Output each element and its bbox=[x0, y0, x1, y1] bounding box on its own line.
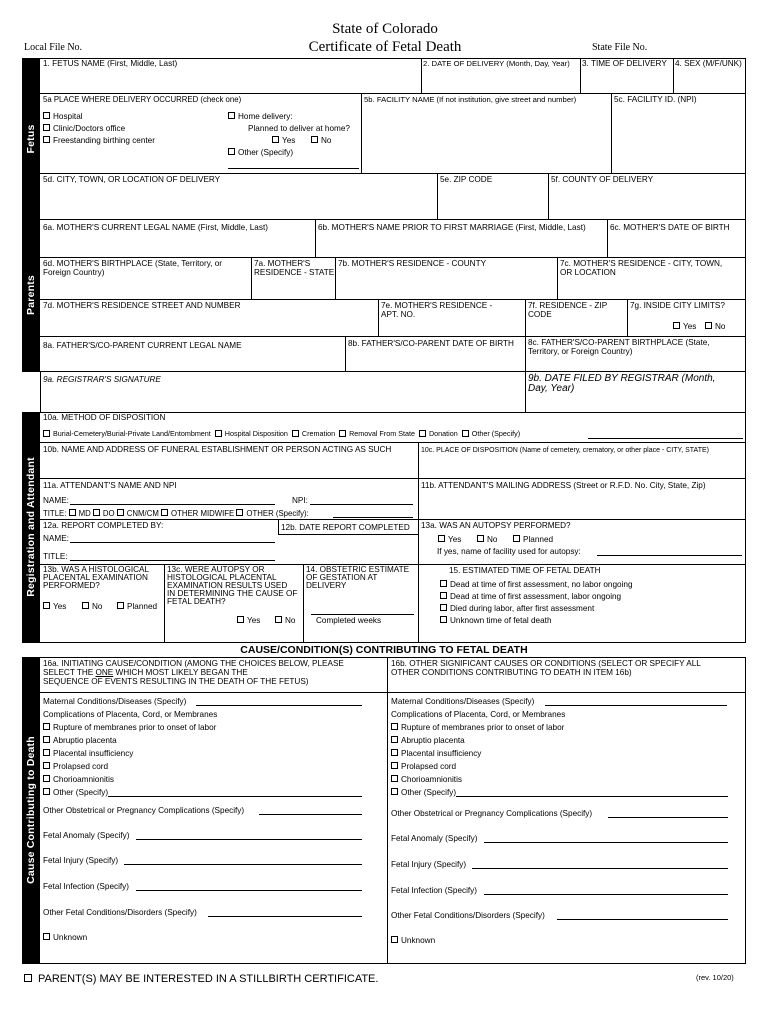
option-city-yes[interactable]: Yes bbox=[673, 322, 696, 332]
a-infection[interactable]: Fetal Infection (Specify) bbox=[43, 882, 130, 891]
field-mother-res-city[interactable]: 7c. MOTHER'S RESIDENCE - CITY, TOWN, bbox=[560, 259, 723, 268]
option-other-disposition[interactable]: Other (Specify) bbox=[462, 429, 520, 438]
option-histo-no[interactable]: No bbox=[82, 602, 102, 612]
b-injury[interactable]: Fetal Injury (Specify) bbox=[391, 860, 467, 869]
field-gestation-estimate-2: OF GESTATION AT bbox=[306, 573, 378, 582]
report-title-label: TITLE: bbox=[43, 552, 68, 561]
b-opt-rupture[interactable]: Rupture of membranes prior to onset of labor bbox=[391, 723, 564, 733]
field-city-of-delivery[interactable]: 5d. CITY, TOWN, OR LOCATION OF DELIVERY bbox=[43, 175, 221, 184]
checkbox[interactable] bbox=[117, 509, 124, 516]
option-removal[interactable]: Removal From State bbox=[339, 429, 415, 438]
field-date-filed-2: Day, Year) bbox=[528, 383, 575, 394]
field-inside-city-limits: 7g. INSIDE CITY LIMITS? bbox=[630, 301, 725, 310]
checkbox[interactable] bbox=[236, 509, 243, 516]
form-title-state: State of Colorado bbox=[332, 21, 438, 37]
checkbox[interactable] bbox=[673, 322, 680, 329]
field-date-report-completed[interactable]: 12b. DATE REPORT COMPLETED bbox=[281, 523, 410, 532]
field-histological-exam: 13b. WAS A HISTOLOGICAL bbox=[43, 565, 150, 574]
field-autopsy-performed: 13a. WAS AN AUTOPSY PERFORMED? bbox=[421, 521, 571, 530]
a-anomaly[interactable]: Fetal Anomaly (Specify) bbox=[43, 831, 130, 840]
band-label: Cause Contributing to Death bbox=[25, 736, 37, 884]
option-hospital-disposition[interactable]: Hospital Disposition bbox=[215, 429, 288, 438]
checkbox[interactable] bbox=[43, 112, 50, 119]
field-mother-name[interactable]: 6a. MOTHER'S CURRENT LEGAL NAME (First, Middle, Last) bbox=[43, 223, 268, 232]
cause-heading: CAUSE/CONDITION(S) CONTRIBUTING TO FETAL DEATH bbox=[240, 644, 528, 656]
checkbox[interactable] bbox=[82, 602, 89, 609]
option-death-4[interactable]: Unknown time of fetal death bbox=[440, 616, 552, 626]
checkbox[interactable] bbox=[275, 616, 282, 623]
band-label: Registration and Attendant bbox=[25, 457, 37, 597]
completed-weeks-label[interactable]: Completed weeks bbox=[316, 616, 382, 625]
checkbox[interactable] bbox=[215, 430, 222, 437]
checkbox[interactable] bbox=[391, 736, 398, 743]
stillbirth-notice[interactable]: PARENT(S) MAY BE INTERESTED IN A STILLBIRTH CERTIFICATE. bbox=[24, 973, 378, 986]
b-opt-other[interactable]: Other (Specify) bbox=[391, 788, 456, 798]
field-funeral-establishment[interactable]: 10b. NAME AND ADDRESS OF FUNERAL ESTABLISHMENT OR PERSON ACTING AS SUCH bbox=[43, 445, 392, 454]
field-results-used-4: IN DETERMINING THE CAUSE OF bbox=[167, 589, 298, 598]
checkbox[interactable] bbox=[43, 602, 50, 609]
option-death-3[interactable]: Died during labor, after first assessment bbox=[440, 604, 594, 614]
option-other-title[interactable]: OTHER (Specify): bbox=[236, 509, 308, 518]
autopsy-facility-label: If yes, name of facility used for autopsy: bbox=[437, 547, 581, 556]
b-opt-abruptio[interactable]: Abruptio placenta bbox=[391, 736, 465, 746]
option-cremation[interactable]: Cremation bbox=[292, 429, 335, 438]
option-results-yes[interactable]: Yes bbox=[237, 616, 260, 626]
cause-16a-title-3: SEQUENCE OF EVENTS RESULTING IN THE DEATH OF THE FETUS) bbox=[43, 677, 309, 686]
field-father-birthplace[interactable]: 8c. FATHER'S/CO-PARENT BIRTHPLACE (State, bbox=[528, 338, 710, 347]
report-name-label: NAME: bbox=[43, 534, 69, 543]
cause-16b-title: 16b. OTHER SIGNIFICANT CAUSES OR CONDITIONS (SELECT OR SPECIFY ALL bbox=[391, 659, 701, 668]
field-results-used-5: FETAL DEATH? bbox=[167, 597, 226, 606]
field-results-used-3: EXAMINATION RESULTS USED bbox=[167, 581, 288, 590]
field-report-completed-by: 12a. REPORT COMPLETED BY: bbox=[43, 521, 164, 530]
cause-16a-title-2: SELECT THE ONE WHICH MOST LIKELY BEGAN THE bbox=[43, 668, 248, 677]
field-time-of-fetal-death: 15. ESTIMATED TIME OF FETAL DEATH bbox=[449, 566, 601, 575]
checkbox[interactable] bbox=[228, 112, 235, 119]
field-father-dob[interactable]: 8b. FATHER'S/CO-PARENT DATE OF BIRTH bbox=[348, 339, 514, 348]
checkbox[interactable] bbox=[440, 616, 447, 623]
field-mother-res-state-2: RESIDENCE - STATE bbox=[254, 268, 335, 277]
field-father-birthplace-2: Territory, or Foreign Country) bbox=[528, 347, 633, 356]
option-autopsy-planned[interactable]: Planned bbox=[513, 535, 553, 545]
checkbox[interactable] bbox=[43, 430, 50, 437]
field-attendant-name-npi: 11a. ATTENDANT'S NAME AND NPI bbox=[43, 481, 177, 490]
option-city-no[interactable]: No bbox=[705, 322, 725, 332]
checkbox[interactable] bbox=[391, 775, 398, 782]
checkbox[interactable] bbox=[513, 535, 520, 542]
option-home-delivery[interactable]: Home delivery: bbox=[228, 112, 293, 122]
option-birthing-center[interactable]: Freestanding birthing center bbox=[43, 136, 155, 146]
border bbox=[40, 371, 41, 412]
field-attendant-address[interactable]: 11b. ATTENDANT'S MAILING ADDRESS (Street or R.F.D. No. City, State, Zip) bbox=[421, 481, 706, 490]
checkbox[interactable] bbox=[477, 535, 484, 542]
field-sex[interactable]: 4. SEX (M/F/UNK) bbox=[675, 59, 742, 68]
b-maternal[interactable]: Maternal Conditions/Diseases (Specify) bbox=[391, 697, 535, 706]
checkbox[interactable] bbox=[161, 509, 168, 516]
option-other-place[interactable]: Other (Specify) bbox=[228, 148, 293, 158]
option-hospital[interactable]: Hospital bbox=[43, 112, 83, 122]
option-md[interactable]: MD bbox=[69, 509, 91, 518]
checkbox[interactable] bbox=[391, 788, 398, 795]
checkbox[interactable] bbox=[43, 775, 50, 782]
field-results-used: 13c. WERE AUTOPSY OR bbox=[167, 565, 265, 574]
a-injury[interactable]: Fetal Injury (Specify) bbox=[43, 856, 119, 865]
field-histological-exam-2: PLACENTAL EXAMINATION bbox=[43, 573, 148, 582]
field-county-of-delivery[interactable]: 5f. COUNTY OF DELIVERY bbox=[551, 175, 654, 184]
checkbox[interactable] bbox=[93, 509, 100, 516]
checkbox[interactable] bbox=[438, 535, 445, 542]
checkbox[interactable] bbox=[440, 592, 447, 599]
field-facility-id[interactable]: 5c. FACILITY ID. (NPI) bbox=[614, 95, 697, 104]
option-cnm[interactable]: CNM/CM bbox=[117, 509, 159, 518]
option-results-no[interactable]: No bbox=[275, 616, 295, 626]
checkbox[interactable] bbox=[43, 136, 50, 143]
band-label: Fetus bbox=[25, 123, 37, 154]
a-other-fetal[interactable]: Other Fetal Conditions/Disorders (Specify) bbox=[43, 908, 197, 917]
section-band-fetus bbox=[22, 58, 40, 219]
field-mother-res-state[interactable]: 7a. MOTHER'S bbox=[254, 259, 311, 268]
field-fetus-name[interactable]: 1. FETUS NAME (First, Middle, Last) bbox=[43, 59, 178, 68]
option-planned-no[interactable]: No bbox=[311, 136, 331, 146]
checkbox[interactable] bbox=[391, 936, 398, 943]
checkbox[interactable] bbox=[391, 749, 398, 756]
a-opt-prolapsed[interactable]: Prolapsed cord bbox=[43, 762, 108, 772]
option-clinic[interactable]: Clinic/Doctors office bbox=[43, 124, 125, 134]
field-place-of-delivery: 5a PLACE WHERE DELIVERY OCCURRED (check one) bbox=[43, 95, 242, 104]
checkbox[interactable] bbox=[117, 602, 124, 609]
attendant-name-label: NAME: bbox=[43, 496, 69, 505]
a-opt-rupture[interactable]: Rupture of membranes prior to onset of labor bbox=[43, 723, 216, 733]
b-opt-insufficiency[interactable]: Placental insufficiency bbox=[391, 749, 481, 759]
b-opt-prolapsed[interactable]: Prolapsed cord bbox=[391, 762, 456, 772]
option-do[interactable]: DO bbox=[93, 509, 115, 518]
field-mother-apt-2: APT. NO. bbox=[381, 310, 416, 319]
checkbox[interactable] bbox=[292, 430, 299, 437]
checkbox[interactable] bbox=[24, 974, 32, 982]
a-maternal[interactable]: Maternal Conditions/Diseases (Specify) bbox=[43, 697, 187, 706]
a-obstetric[interactable]: Other Obstetrical or Pregnancy Complications (Specify) bbox=[43, 806, 245, 815]
option-planned-yes[interactable]: Yes bbox=[272, 136, 295, 146]
b-unknown[interactable]: Unknown bbox=[391, 936, 435, 946]
checkbox[interactable] bbox=[237, 616, 244, 623]
a-opt-other[interactable]: Other (Specify) bbox=[43, 788, 108, 798]
section-band-cause bbox=[22, 657, 40, 963]
checkbox[interactable] bbox=[43, 723, 50, 730]
revision-date: (rev. 10/20) bbox=[696, 973, 734, 982]
option-burial[interactable]: Burial-Cemetery/Burial-Private Land/Entombment bbox=[43, 429, 211, 438]
field-mother-apt[interactable]: 7e. MOTHER'S RESIDENCE - bbox=[381, 301, 493, 310]
field-mother-res-city-2: OR LOCATION bbox=[560, 268, 616, 277]
field-mother-birthplace-2: Foreign Country) bbox=[43, 268, 105, 277]
a-opt-insufficiency[interactable]: Placental insufficiency bbox=[43, 749, 133, 759]
attendant-npi-label: NPI: bbox=[292, 496, 308, 505]
option-death-2[interactable]: Dead at time of first assessment, labor ongoing bbox=[440, 592, 621, 602]
checkbox[interactable] bbox=[705, 322, 712, 329]
b-opt-chorio[interactable]: Chorioamnionitis bbox=[391, 775, 462, 785]
b-infection[interactable]: Fetal Infection (Specify) bbox=[391, 886, 478, 895]
checkbox[interactable] bbox=[272, 136, 279, 143]
border bbox=[22, 642, 746, 643]
field-mother-zip-2: CODE bbox=[528, 310, 552, 319]
field-method-of-disposition: 10a. METHOD OF DISPOSITION bbox=[43, 413, 166, 422]
field-father-name[interactable]: 8a. FATHER'S/CO-PARENT CURRENT LEGAL NAME bbox=[43, 341, 242, 350]
option-histo-yes[interactable]: Yes bbox=[43, 602, 66, 612]
local-file-label: Local File No. bbox=[24, 42, 83, 53]
form-title: Certificate of Fetal Death bbox=[308, 39, 462, 55]
option-donation[interactable]: Donation bbox=[419, 429, 458, 438]
field-mother-maiden-name[interactable]: 6b. MOTHER'S NAME PRIOR TO FIRST MARRIAGE (First, Middle, Last) bbox=[318, 223, 586, 232]
field-mother-dob[interactable]: 6c. MOTHER'S DATE OF BIRTH bbox=[610, 223, 730, 232]
field-place-of-disposition[interactable]: 10c. PLACE OF DISPOSITION (Name of cemetery, crematory, or other place - CITY, STATE) bbox=[421, 447, 709, 454]
checkbox[interactable] bbox=[391, 762, 398, 769]
checkbox[interactable] bbox=[228, 148, 235, 155]
border bbox=[745, 58, 746, 642]
checkbox[interactable] bbox=[69, 509, 76, 516]
b-complications: Complications of Placenta, Cord, or Membranes bbox=[391, 710, 566, 719]
field-histological-exam-3: PERFORMED? bbox=[43, 581, 100, 590]
checkbox[interactable] bbox=[43, 736, 50, 743]
a-complications: Complications of Placenta, Cord, or Membranes bbox=[43, 710, 218, 719]
option-autopsy-yes[interactable]: Yes bbox=[438, 535, 461, 545]
field-mother-zip[interactable]: 7f. RESIDENCE - ZIP bbox=[528, 301, 608, 310]
field-gestation-estimate-3: DELIVERY bbox=[306, 581, 347, 590]
option-other-midwife[interactable]: OTHER MIDWIFE bbox=[161, 509, 234, 518]
checkbox[interactable] bbox=[339, 430, 346, 437]
checkbox[interactable] bbox=[440, 604, 447, 611]
attendant-title-row bbox=[43, 509, 309, 519]
field-zip-code[interactable]: 5e. ZIP CODE bbox=[440, 175, 493, 184]
checkbox[interactable] bbox=[440, 580, 447, 587]
field-time-of-delivery[interactable]: 3. TIME OF DELIVERY bbox=[582, 59, 667, 68]
field-facility-name[interactable]: 5b. FACILITY NAME (If not institution, give street and number) bbox=[364, 95, 577, 104]
a-unknown[interactable]: Unknown bbox=[43, 933, 87, 943]
checkbox[interactable] bbox=[311, 136, 318, 143]
field-date-of-delivery[interactable]: 2. DATE OF DELIVERY (Month, Day, Year) bbox=[423, 59, 570, 68]
checkbox[interactable] bbox=[391, 723, 398, 730]
b-obstetric[interactable]: Other Obstetrical or Pregnancy Complications (Specify) bbox=[391, 809, 593, 818]
band-label: Parents bbox=[25, 275, 37, 315]
checkbox[interactable] bbox=[43, 762, 50, 769]
cause-16b-title-2: OTHER CONDITIONS CONTRIBUTING TO DEATH IN ITEM 16b) bbox=[391, 668, 632, 677]
field-registrar-signature[interactable]: 9a. REGISTRAR'S SIGNATURE bbox=[43, 375, 161, 384]
b-other-fetal[interactable]: Other Fetal Conditions/Disorders (Specify) bbox=[391, 911, 545, 920]
field-gestation-estimate: 14. OBSTETRIC ESTIMATE bbox=[306, 565, 410, 574]
field-mother-street[interactable]: 7d. MOTHER'S RESIDENCE STREET AND NUMBER bbox=[43, 301, 241, 310]
field-date-filed[interactable]: 9b. DATE FILED BY REGISTRAR (Month, bbox=[528, 373, 716, 384]
cause-16a-title: 16a. INITIATING CAUSE/CONDITION (AMONG THE CHOICES BELOW, PLEASE bbox=[43, 659, 344, 668]
checkbox[interactable] bbox=[43, 933, 50, 940]
checkbox[interactable] bbox=[462, 430, 469, 437]
home-planned-question: Planned to deliver at home? bbox=[248, 124, 350, 133]
checkbox[interactable] bbox=[419, 430, 426, 437]
checkbox[interactable] bbox=[43, 788, 50, 795]
option-death-1[interactable]: Dead at time of first assessment, no labor ongoing bbox=[440, 580, 633, 590]
b-anomaly[interactable]: Fetal Anomaly (Specify) bbox=[391, 834, 478, 843]
option-histo-planned[interactable]: Planned bbox=[117, 602, 157, 612]
section-band-registration bbox=[22, 412, 40, 642]
state-file-label: State File No. bbox=[592, 42, 648, 53]
field-mother-res-county[interactable]: 7b. MOTHER'S RESIDENCE - COUNTY bbox=[338, 259, 487, 268]
a-opt-abruptio[interactable]: Abruptio placenta bbox=[43, 736, 117, 746]
section-band-parents bbox=[22, 219, 40, 371]
field-results-used-2: HISTOLOGICAL PLACENTAL bbox=[167, 573, 277, 582]
disposition-options bbox=[43, 429, 520, 439]
checkbox[interactable] bbox=[43, 124, 50, 131]
checkbox[interactable] bbox=[43, 749, 50, 756]
a-opt-chorio[interactable]: Chorioamnionitis bbox=[43, 775, 114, 785]
attendant-title-label: TITLE: bbox=[43, 509, 67, 518]
field-mother-birthplace[interactable]: 6d. MOTHER'S BIRTHPLACE (State, Territory, or bbox=[43, 259, 223, 268]
option-autopsy-no[interactable]: No bbox=[477, 535, 497, 545]
